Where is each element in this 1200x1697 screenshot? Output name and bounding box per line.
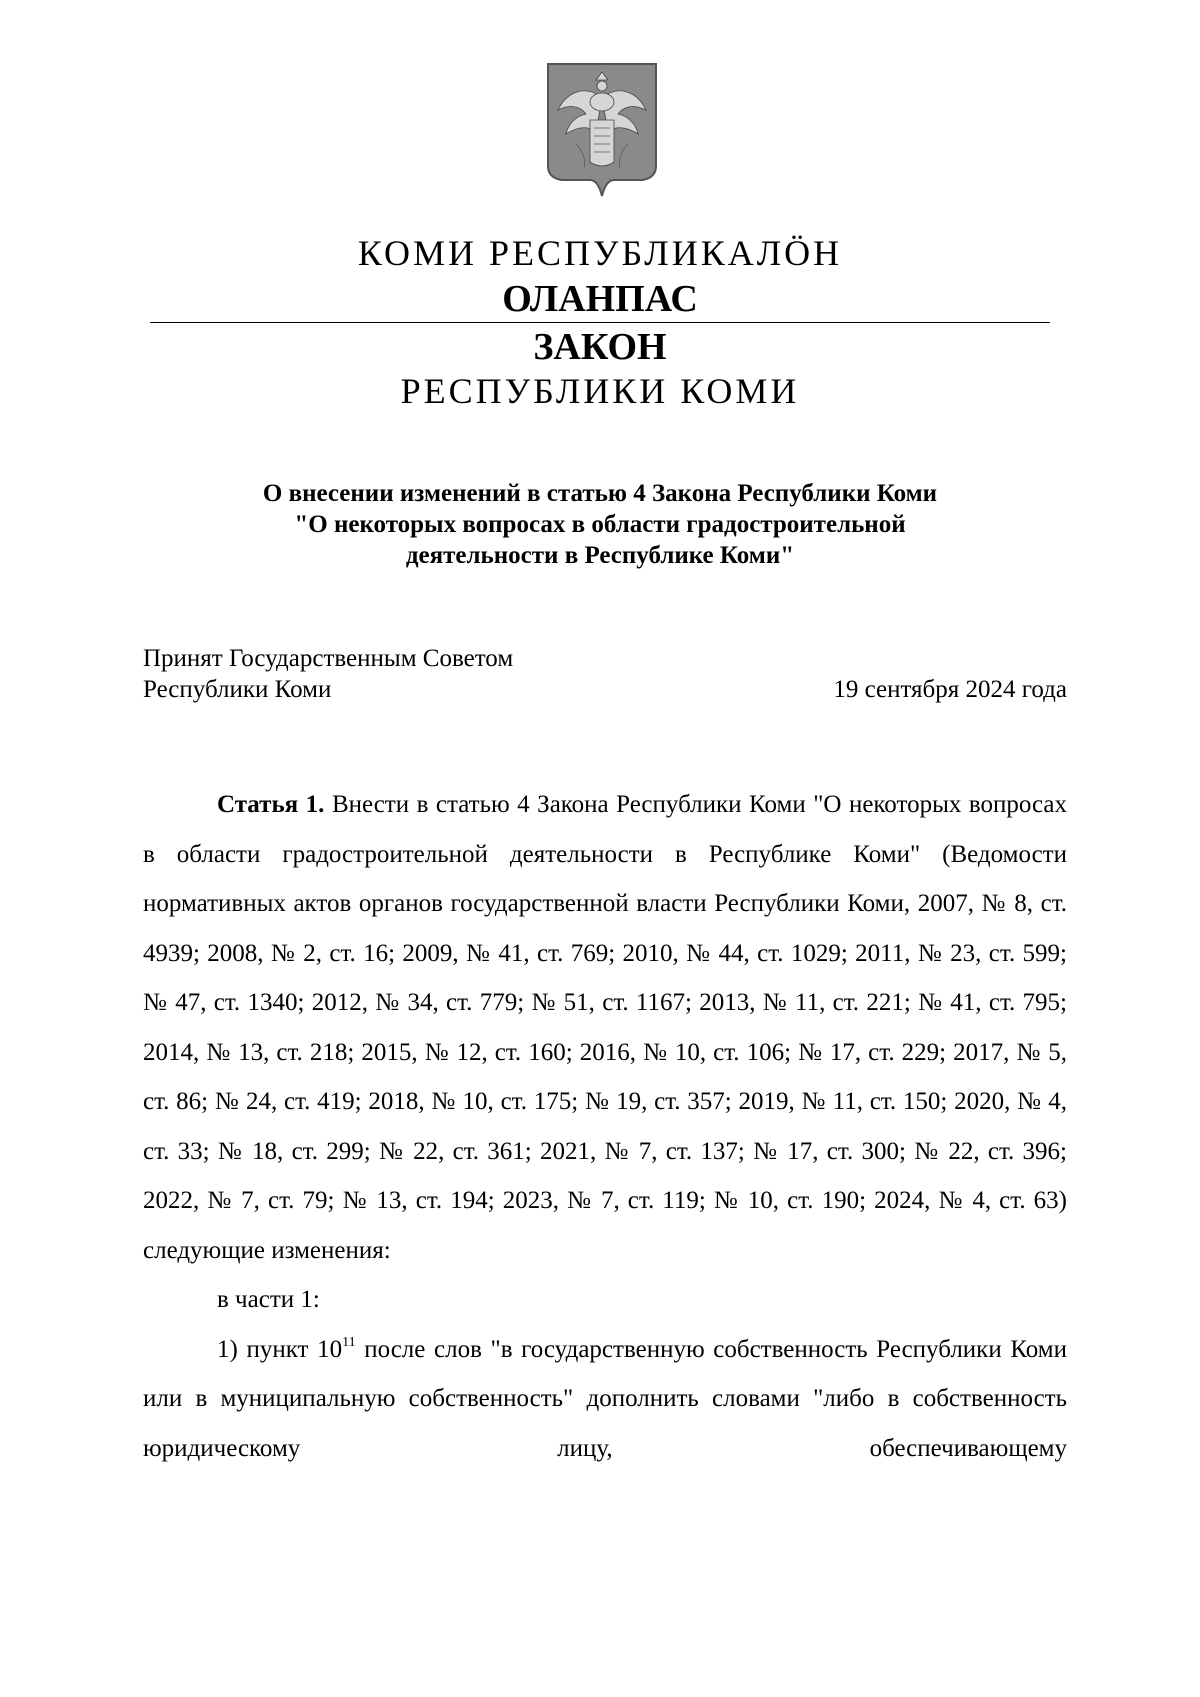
adoption-line-2: Республики Коми [143, 676, 332, 703]
item-1-prefix: 1) пункт 10 [217, 1335, 343, 1363]
header-republic-komi: РЕСПУБЛИКИ КОМИ [400, 371, 800, 411]
article-1-paragraph [143, 780, 1067, 1275]
coat-of-arms-icon [546, 62, 658, 198]
header-olanpas: ОЛАНПАС [502, 278, 698, 320]
part-1-intro: в части 1: [217, 1286, 320, 1313]
adoption-line-1: Принят Государственным Советом [143, 645, 514, 672]
header-divider [150, 322, 1050, 323]
header-komi-republic: КОМИ РЕСПУБЛИКАЛӦН [357, 233, 843, 273]
article-1-text: Внести в статью 4 Закона Республики Коми "О некоторых вопросах в области градостроительной деятельности в Республике Коми" (Ведомости нормативных актов органов государственной власти Республики Коми, 2007, № 8, ст. 4939; 2008, № 2, ст. 16; 2009, № 41, ст. 769; 2010, № 44, ст. 1029; 2011, № 23, ст. 599; № 47, ст. 1340; 2012, № 34, ст. 779; № 51, ст. 1167; 2013, № 11, ст. 221; № 41, ст. 795; 2014, № 13, ст. 218; 2015, № 12, ст. 160; 2016, № 10, ст. 106; № 17, ст. 229; 2017, № 5, ст. 86; № 24, ст. 419; 2018, № 10, ст. 175; № 19, ст. 357; 2019, № 11, ст. 150; 2020, № 4, ст. 33; № 18, ст. 299; № 22, ст. 361; 2021, № 7, ст. 137; № 17, ст. 300; № 22, ст. 396; 2022, № 7, ст. 79; № 13, ст. 194; 2023, № 7, ст. 119; № 10, ст. 190; 2024, № 4, ст. 63) следующие изменения: [143, 791, 1067, 1264]
law-title-line-3: деятельности в Республике Коми" [405, 542, 795, 569]
item-1-text: после слов "в государственную собственность Республики Коми или в муниципальную собственность" дополнить словами "либо в собственность юридическому лицу, обеспечивающему [143, 1335, 1067, 1462]
item-1-superscript: 11 [342, 1334, 356, 1350]
law-title [0, 478, 1200, 571]
law-title-line-1: О внесении изменений в статью 4 Закона Республики Коми [262, 480, 938, 507]
adoption-date: 19 сентября 2024 года [833, 676, 1067, 703]
document-body [143, 780, 1067, 1473]
header-zakon: ЗАКОН [533, 326, 667, 368]
article-1-heading: Статья 1. [217, 791, 325, 818]
adoption-info [143, 643, 513, 705]
item-1-paragraph [143, 1325, 1067, 1474]
law-title-line-2: "О некоторых вопросах в области градостроительной [294, 511, 906, 538]
